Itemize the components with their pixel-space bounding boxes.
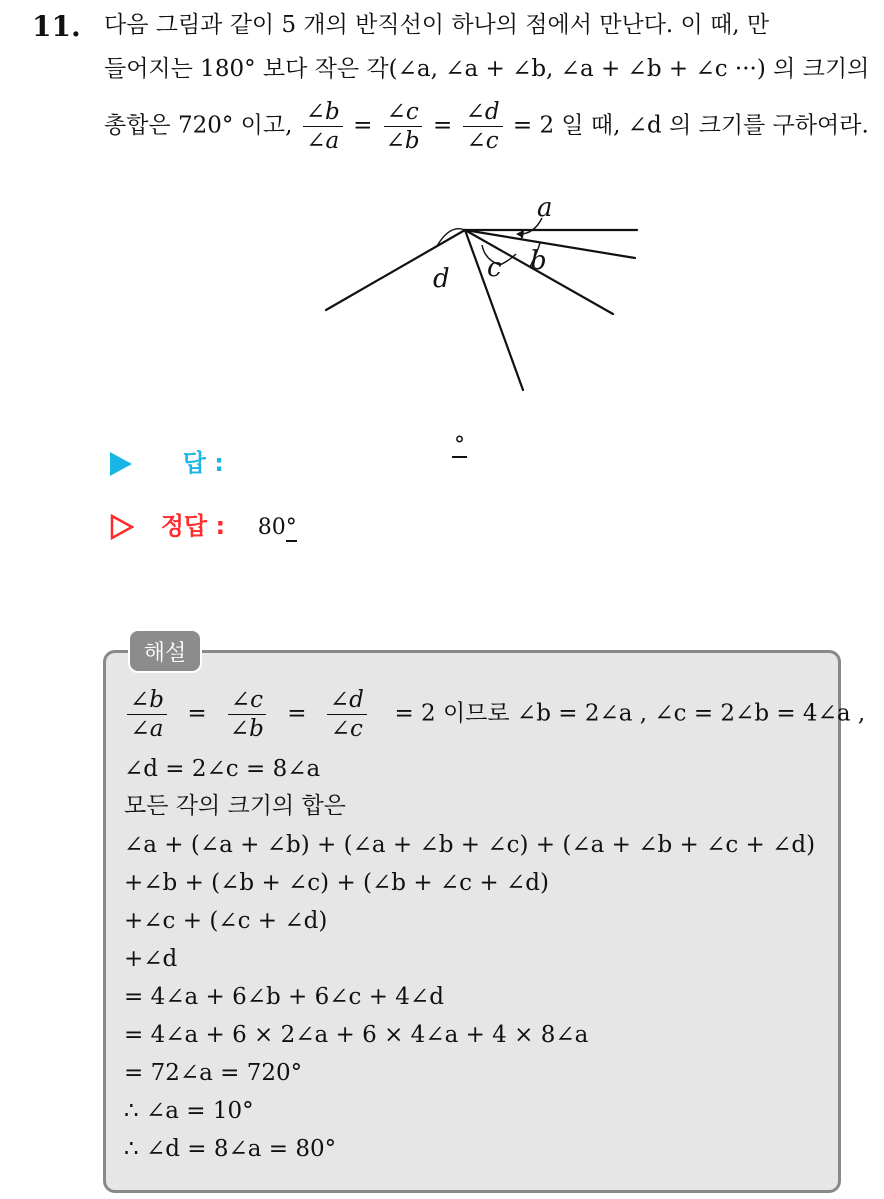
play-triangle-icon [110, 452, 132, 476]
pointer-a-arrowhead [516, 230, 524, 238]
solution-line: +∠c + (∠c + ∠d) [124, 908, 328, 934]
rays-figure [310, 190, 650, 400]
solution-tab: 해설 [128, 629, 202, 673]
solution-line: +∠b + (∠b + ∠c) + (∠b + ∠c + ∠d) [124, 870, 549, 896]
solution-line: ∠d = 2∠c = 8∠a [124, 756, 321, 782]
solution-line: = 4∠a + 6∠b + 6∠c + 4∠d [124, 984, 444, 1010]
solution-line: ∴ ∠a = 10° [124, 1098, 254, 1124]
fraction-d-over-c: $\frac{\angle d}{\angle c}$ [463, 100, 503, 153]
question-line-3-prefix: 총합은 720° 이고, [104, 112, 293, 139]
correct-answer-row [110, 506, 297, 541]
correct-unit: ° [285, 515, 297, 540]
answer-unit: ° [454, 433, 465, 458]
solution-line-1-suffix: = 2 이므로 ∠b = 2∠a , ∠c = 2∠b = 4∠a , [394, 700, 866, 727]
correct-label: 정답 : [160, 512, 226, 540]
question-line-3: 총합은 720° 이고, $\frac{\angle b}{\angle a}$ = $\frac{\angle c}{\angle b}$ = $\frac{\angle d}{\angle c}$ = 2 일 때, ∠d 의 크기를 구하여라. [104, 99, 869, 155]
label-b: b [530, 246, 547, 276]
solution-line: ∠a + (∠a + ∠b) + (∠a + ∠b + ∠c) + (∠a + ∠b + ∠c + ∠d) [124, 832, 816, 858]
question-line-1: 다음 그림과 같이 5 개의 반직선이 하나의 점에서 만난다. 이 때, 만 [104, 12, 770, 38]
label-c: c [487, 253, 502, 283]
solution-line: = 4∠a + 6 × 2∠a + 6 × 4∠a + 4 × 8∠a [124, 1022, 589, 1048]
question-line-2: 들어지는 180° 보다 작은 각(∠a, ∠a + ∠b, ∠a + ∠b + ∠c ···) 의 크기의 [104, 56, 870, 82]
solution-line: = 72∠a = 720° [124, 1060, 303, 1086]
answer-row [110, 443, 224, 478]
solution-line: 모든 각의 크기의 합은 [124, 793, 346, 819]
solution-line: ∴ ∠d = 8∠a = 80° [124, 1136, 337, 1162]
solution-line-1: $\frac{\angle b}{\angle a}$ = $\frac{\angle c}{\angle b}$ = $\frac{\angle d}{\angle c}$ = 2 이므로 ∠b = 2∠a , ∠c = 2∠b = 4∠a , [124, 688, 865, 741]
label-d: d [433, 264, 450, 294]
answer-label: 답 : [182, 449, 224, 477]
sol-fraction-b-over-a: $\frac{\angle b}{\angle a}$ [127, 688, 167, 741]
solution-line: +∠d [124, 946, 178, 972]
question-line-3-suffix: = 2 일 때, ∠d 의 크기를 구하여라. [512, 112, 869, 139]
sol-fraction-d-over-c: $\frac{\angle d}{\angle c}$ [327, 688, 367, 741]
outline-triangle-icon [110, 514, 134, 540]
correct-value: 80° [257, 515, 297, 540]
sol-fraction-c-over-b: $\frac{\angle c}{\angle b}$ [227, 688, 267, 741]
question-number: 11. [32, 10, 81, 43]
label-a: a [537, 193, 553, 223]
fraction-c-over-b: $\frac{\angle c}{\angle b}$ [383, 100, 423, 153]
fraction-b-over-a: $\frac{\angle b}{\angle a}$ [303, 100, 343, 153]
